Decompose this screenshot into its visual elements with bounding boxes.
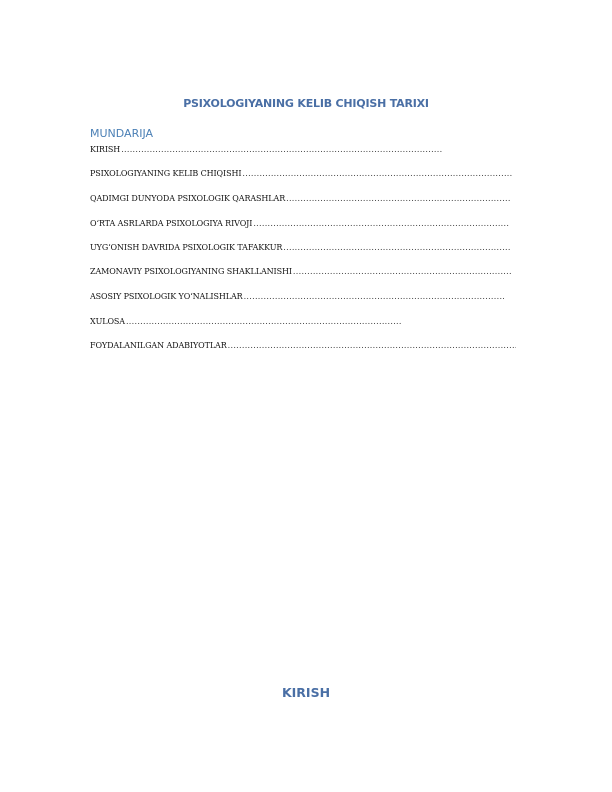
toc-entry-label: QADIMGI DUNYODA PSIXOLOGIK QARASHLAR	[90, 194, 286, 203]
toc-entry-label: PSIXOLOGIYANING KELIB CHIQISHI	[90, 169, 242, 178]
toc-entry-zamonaviy[interactable]	[90, 267, 512, 279]
document-title: PSIXOLOGIYANING KELIB CHIQISH TARIXI	[183, 97, 429, 110]
toc-leader	[244, 292, 504, 301]
toc-entry-label: O‘RTA ASRLARDA PSIXOLOGIYA RIVOJI	[90, 219, 253, 228]
toc-entry-uygonish-davri[interactable]	[90, 243, 510, 255]
toc-entry-label: KIRISH	[90, 145, 121, 154]
toc-entry-label: FOYDALANILGAN ADABIYOTLAR	[90, 341, 227, 350]
toc-leader	[253, 219, 510, 228]
toc-leader	[228, 341, 516, 350]
section-heading-kirish: KIRISH	[281, 685, 331, 700]
toc-entry-xulosa[interactable]	[90, 317, 401, 329]
toc-entry-label: XULOSA	[90, 317, 125, 326]
toc-leader	[286, 194, 510, 203]
toc-heading: MUNDARIJA	[90, 127, 154, 140]
toc-leader	[121, 145, 442, 154]
toc-entry-asosiy-yonalishlar[interactable]	[90, 292, 504, 304]
toc-leader	[242, 169, 512, 178]
toc-entry-kirish[interactable]	[90, 145, 442, 157]
toc-entry-qadimgi-dunyo[interactable]	[90, 194, 510, 206]
toc-entry-label: ASOSIY PSIXOLOGIK YO‘NALISHLAR	[90, 292, 243, 301]
toc-leader	[293, 267, 512, 276]
toc-leader	[283, 243, 510, 252]
toc-entry-label: UYG‘ONISH DAVRIDA PSIXOLOGIK TAFAKKUR	[90, 243, 283, 252]
toc-entry-adabiyotlar[interactable]	[90, 341, 516, 353]
toc-entry-label: ZAMONAVIY PSIXOLOGIYANING SHAKLLANISHI	[90, 267, 292, 276]
toc-leader	[126, 317, 401, 326]
toc-entry-kelib-chiqishi[interactable]	[90, 169, 512, 181]
toc-entry-orta-asrlar[interactable]	[90, 219, 510, 231]
